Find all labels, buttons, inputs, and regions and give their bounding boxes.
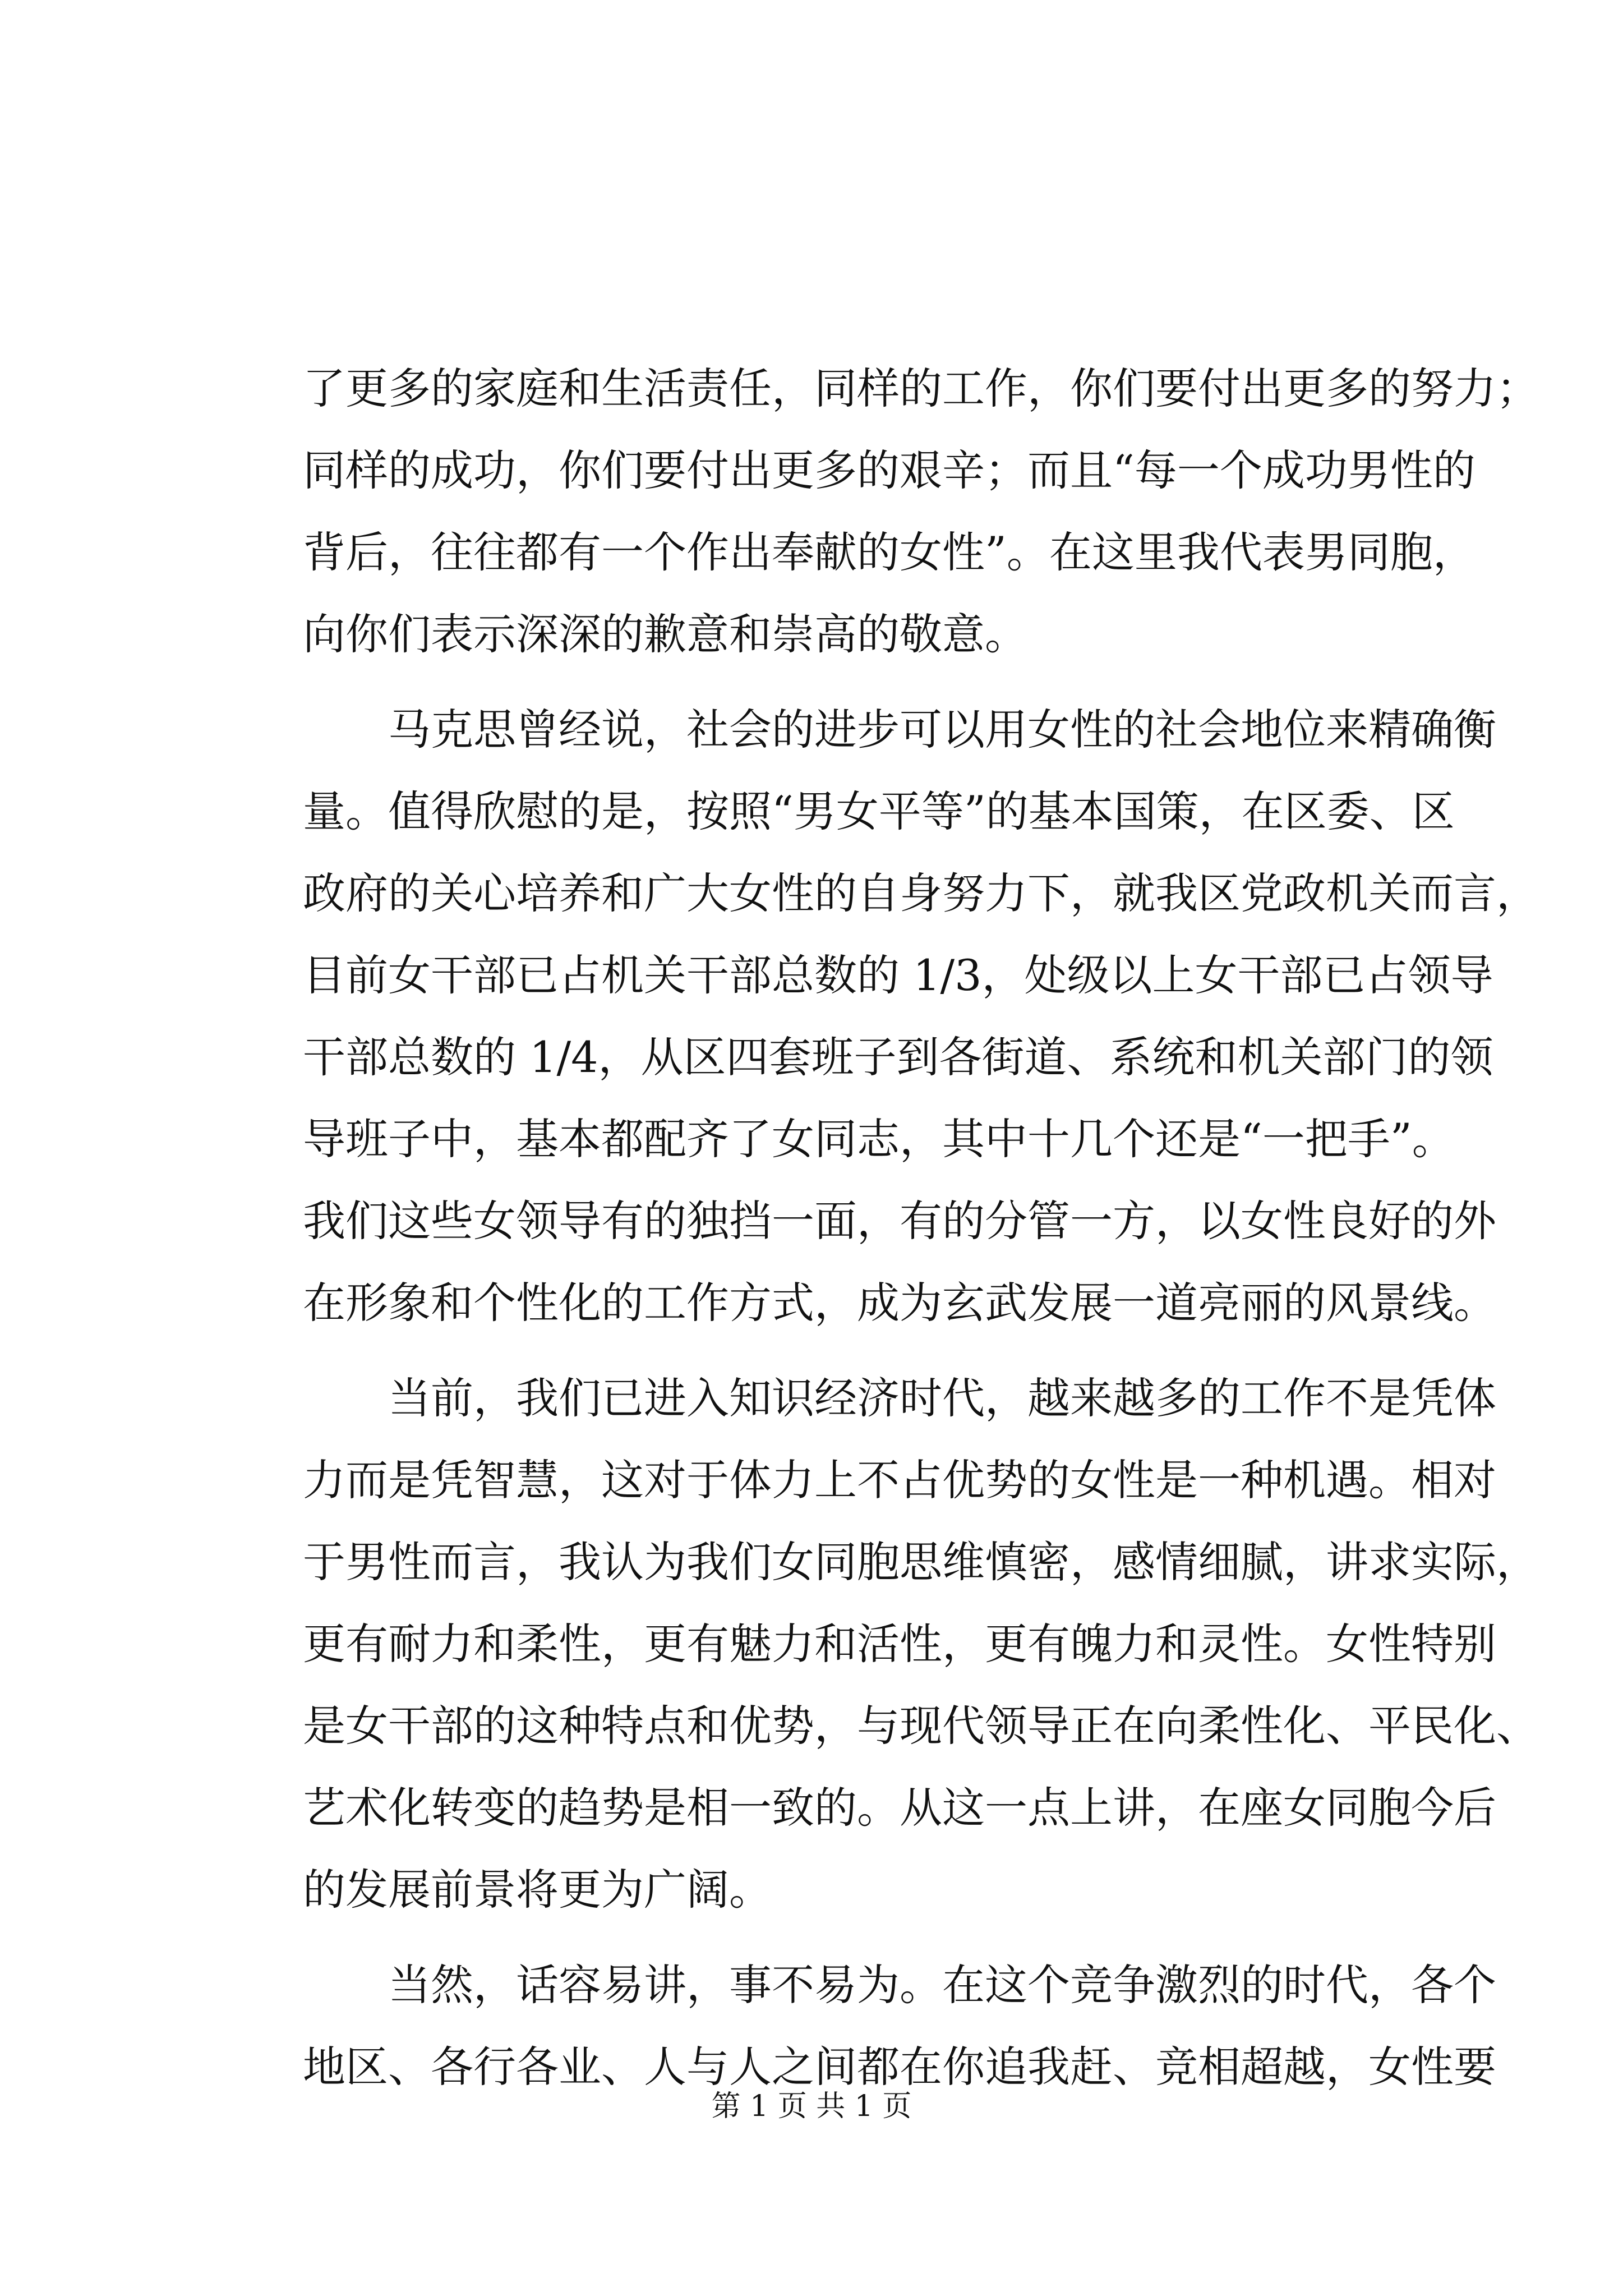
paragraph-4 [303,1944,1496,2108]
text-line: 的发展前景将更为广阔。 [303,1865,772,1915]
text-line: 当然，话容易讲，事不易为。在这个竞争激烈的时代，各个 [388,1960,1496,2010]
text-line: 是女干部的这种特点和优势，与现代领导正在向柔性化、平民化、 [303,1701,1539,1751]
text-line: 力而是凭智慧，这对于体力上不占优势的女性是一种机遇。相对 [303,1455,1496,1505]
document-body [303,348,1539,2122]
paragraph-2 [303,689,1539,1344]
text-line: 了更多的家庭和生活责任，同样的工作，你们要付出更多的努力； [303,364,1539,413]
text-line: 同样的成功，你们要付出更多的艰辛；而且“每一个成功男性的 [303,445,1476,495]
text-line: 导班子中，基本都配齐了女同志，其中十几个还是“一把手”。 [303,1114,1455,1164]
text-line: 于男性而言，我认为我们女同胞思维慎密，感情细腻，讲求实际， [303,1537,1539,1587]
text-line: 在形象和个性化的工作方式，成为玄武发展一道亮丽的风景线。 [303,1278,1496,1328]
text-line: 更有耐力和柔性，更有魅力和活性，更有魄力和灵性。女性特别 [303,1619,1496,1669]
text-line: 当前，我们已进入知识经济时代，越来越多的工作不是凭体 [388,1373,1496,1423]
text-line: 干部总数的 1/4，从区四套班子到各街道、系统和机关部门的领 [303,1032,1493,1082]
text-line: 目前女干部已占机关干部总数的 1/3，处级以上女干部已占领导 [303,950,1493,1000]
text-line: 向你们表示深深的歉意和崇高的敬意。 [303,609,1027,659]
text-line: 背后，往往都有一个作出奉献的女性”。在这里我代表男同胞， [303,527,1476,577]
paragraph-3 [303,1358,1539,1931]
page-footer [0,2087,1623,2126]
page-number-label: 第 1 页 共 1 页 [711,2090,912,2123]
text-line: 量。值得欣慰的是，按照“男女平等”的基本国策，在区委、区 [303,786,1455,836]
text-line: 政府的关心培养和广大女性的自身努力下，就我区党政机关而言， [303,868,1539,918]
paragraph-1 [303,348,1539,675]
text-line: 艺术化转变的趋势是相一致的。从这一点上讲，在座女同胞今后 [303,1783,1496,1833]
text-line: 地区、各行各业、人与人之间都在你追我赶、竞相超越，女性要 [303,2042,1496,2092]
text-line: 我们这些女领导有的独挡一面，有的分管一方，以女性良好的外 [303,1196,1496,1246]
text-line: 马克思曾经说，社会的进步可以用女性的社会地位来精确衡 [388,705,1496,754]
